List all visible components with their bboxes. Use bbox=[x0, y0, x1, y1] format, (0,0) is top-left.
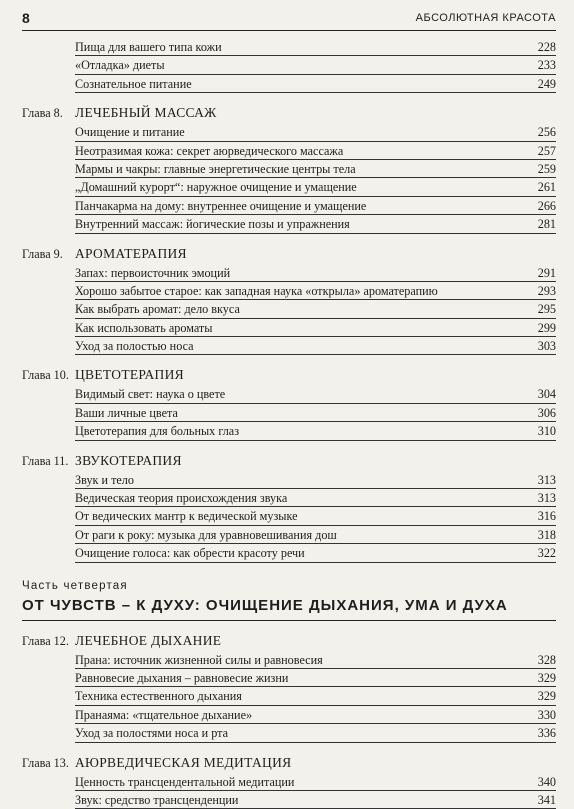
toc-entry bbox=[75, 197, 556, 215]
chapter-entries bbox=[22, 651, 556, 743]
chapter-label: Глава 13. bbox=[22, 755, 69, 770]
chapter-heading bbox=[22, 451, 556, 471]
entry-title: Пранаяма: «тщательное дыхание» bbox=[75, 707, 253, 722]
entry-page-number: 316 bbox=[537, 509, 556, 524]
toc-entry bbox=[75, 38, 556, 56]
entry-page-number: 303 bbox=[537, 339, 556, 354]
entry-title: Как использовать ароматы bbox=[75, 320, 213, 335]
part-title: ОТ ЧУВСТВ – К ДУХУ: ОЧИЩЕНИЕ ДЫХАНИЯ, УМА И ДУХА bbox=[22, 596, 508, 614]
entry-page-number: 330 bbox=[537, 707, 556, 722]
entry-title: Уход за полостями носа и рта bbox=[75, 726, 229, 741]
entry-title: Сознательное питание bbox=[75, 76, 192, 91]
toc-entry bbox=[75, 651, 556, 669]
chapters-after bbox=[22, 631, 556, 809]
toc-entry bbox=[75, 123, 556, 141]
chapter-title: АРОМАТЕРАПИЯ bbox=[75, 245, 187, 261]
entry-title: Очищение голоса: как обрести красоту речи bbox=[75, 546, 305, 561]
entry-page-number: 313 bbox=[537, 491, 556, 506]
entry-page-number: 299 bbox=[537, 320, 556, 335]
entry-page-number: 256 bbox=[537, 125, 556, 140]
part-rule bbox=[22, 620, 556, 621]
entry-title: Звук: средство трансценденции bbox=[75, 792, 239, 807]
toc-entry bbox=[75, 471, 556, 489]
entry-title: Хорошо забытое старое: как западная наука «открыла» ароматерапию bbox=[75, 283, 438, 298]
entry-page-number: 329 bbox=[537, 689, 556, 704]
entry-title: Пища для вашего типа кожи bbox=[75, 40, 222, 54]
entry-page-number: 257 bbox=[537, 143, 556, 158]
entry-title: Неотразимая кожа: секрет аюрведического массажа bbox=[75, 143, 344, 158]
entry-page-number: 341 bbox=[537, 792, 556, 807]
entry-title: Как выбрать аромат: дело вкуса bbox=[75, 302, 240, 317]
part-label: Часть четвертая bbox=[22, 579, 128, 592]
chapter-label: Глава 12. bbox=[22, 633, 69, 648]
table-of-contents bbox=[22, 38, 556, 809]
chapter-title: ЦВЕТОТЕРАПИЯ bbox=[75, 367, 184, 383]
entry-title: Цветотерапия для больных глаз bbox=[75, 424, 240, 439]
chapter-section bbox=[22, 244, 556, 356]
entry-page-number: 329 bbox=[537, 670, 556, 685]
chapter-section bbox=[22, 451, 556, 563]
toc-entry bbox=[75, 706, 556, 724]
chapter-title: ЛЕЧЕБНОЕ ДЫХАНИЕ bbox=[75, 632, 222, 648]
toc-entry bbox=[75, 791, 556, 809]
toc-entry bbox=[75, 264, 556, 282]
toc-entry bbox=[75, 544, 556, 562]
entry-page-number: 261 bbox=[537, 180, 556, 195]
entry-title: Ваши личные цвета bbox=[75, 405, 178, 420]
entry-underline bbox=[75, 742, 556, 743]
entry-underline bbox=[75, 233, 556, 234]
page-header bbox=[22, 10, 556, 28]
entry-page-number: 313 bbox=[537, 472, 556, 487]
entry-page-number: 291 bbox=[537, 265, 556, 280]
entry-title: «Отладка» диеты bbox=[75, 58, 165, 73]
chapter-title: ЗВУКОТЕРАПИЯ bbox=[75, 452, 182, 468]
entry-page-number: 293 bbox=[537, 283, 556, 298]
toc-entry bbox=[75, 687, 556, 705]
chapter-entries bbox=[22, 264, 556, 356]
chapter-section bbox=[22, 631, 556, 743]
chapter-heading bbox=[22, 244, 556, 264]
entry-title: От раги к року: музыка для уравновешивания дош bbox=[75, 527, 337, 542]
entry-page-number: 259 bbox=[537, 161, 556, 176]
entry-page-number: 340 bbox=[537, 774, 556, 789]
toc-entry bbox=[75, 385, 556, 403]
toc-entry bbox=[75, 404, 556, 422]
entry-title: Мармы и чакры: главные энергетические центры тела bbox=[75, 161, 356, 176]
toc-entry bbox=[75, 300, 556, 318]
chapter-label: Глава 8. bbox=[22, 106, 63, 121]
toc-entry bbox=[75, 215, 556, 233]
chapters-before bbox=[22, 103, 556, 562]
chapter-title: АЮРВЕДИЧЕСКАЯ МЕДИТАЦИЯ bbox=[75, 754, 292, 770]
entry-title: Равновесие дыхания – равновесие жизни bbox=[75, 670, 289, 685]
entry-page-number: 322 bbox=[537, 546, 556, 561]
toc-entry bbox=[75, 507, 556, 525]
entry-title: Ценность трансцендентальной медитации bbox=[75, 774, 295, 789]
chapter-heading bbox=[22, 753, 556, 773]
entry-page-number: 266 bbox=[537, 198, 556, 213]
entry-title: От ведических мантр к ведической музыке bbox=[75, 509, 298, 524]
toc-entry bbox=[75, 489, 556, 507]
part-heading bbox=[22, 579, 556, 621]
entry-page-number: 304 bbox=[537, 387, 556, 402]
chapter-entries bbox=[22, 123, 556, 233]
header-rule bbox=[22, 30, 556, 31]
chapter-section bbox=[22, 365, 556, 440]
entry-page-number: 328 bbox=[537, 652, 556, 667]
toc-entry bbox=[75, 56, 556, 74]
chapter-heading bbox=[22, 631, 556, 651]
entry-title: Техника естественного дыхания bbox=[75, 689, 242, 704]
chapter-label: Глава 9. bbox=[22, 246, 63, 261]
entry-title: „Домашний курорт“: наружное очищение и умащение bbox=[75, 180, 357, 195]
entry-page-number: 318 bbox=[537, 527, 556, 542]
entry-page-number: 233 bbox=[537, 58, 556, 73]
toc-entry bbox=[75, 337, 556, 355]
entry-title: Прана: источник жизненной силы и равновесия bbox=[75, 652, 323, 667]
toc-entry bbox=[75, 319, 556, 337]
entry-page-number: 306 bbox=[537, 405, 556, 420]
entry-underline bbox=[75, 92, 556, 93]
chapter-label: Глава 11. bbox=[22, 453, 69, 468]
entry-title: Очищение и питание bbox=[75, 125, 185, 140]
entry-underline bbox=[75, 440, 556, 441]
entry-page-number: 249 bbox=[537, 76, 556, 91]
entry-title: Видимый свет: наука о цвете bbox=[75, 387, 226, 402]
chapter-entries bbox=[22, 385, 556, 440]
entry-title: Уход за полостью носа bbox=[75, 339, 194, 354]
entry-title: Звук и тело bbox=[75, 472, 134, 487]
entry-underline bbox=[75, 562, 556, 563]
entry-title: Внутренний массаж: йогические позы и упражнения bbox=[75, 217, 350, 232]
page-number: 8 bbox=[22, 10, 30, 26]
entry-page-number: 228 bbox=[537, 40, 556, 54]
toc-entry bbox=[75, 422, 556, 440]
chapter-title: ЛЕЧЕБНЫЙ МАССАЖ bbox=[75, 105, 217, 121]
chapter-label: Глава 10. bbox=[22, 368, 69, 383]
toc-entry bbox=[75, 160, 556, 178]
toc-entry bbox=[75, 773, 556, 791]
entry-title: Панчакарма на дому: внутреннее очищение и умащение bbox=[75, 198, 367, 213]
chapter-entries bbox=[22, 471, 556, 563]
entry-page-number: 295 bbox=[537, 302, 556, 317]
entry-title: Запах: первоисточник эмоций bbox=[75, 265, 231, 280]
toc-entry bbox=[75, 178, 556, 196]
toc-entry bbox=[75, 724, 556, 742]
toc-entry bbox=[75, 669, 556, 687]
entry-page-number: 336 bbox=[537, 726, 556, 741]
toc-entry bbox=[75, 142, 556, 160]
chapter-entries bbox=[22, 773, 556, 809]
entry-page-number: 310 bbox=[537, 424, 556, 439]
toc-entry bbox=[75, 282, 556, 300]
chapter-section bbox=[22, 103, 556, 233]
chapter-heading bbox=[22, 365, 556, 385]
chapter-section bbox=[22, 753, 556, 809]
entry-title: Ведическая теория происхождения звука bbox=[75, 491, 288, 506]
toc-entry bbox=[75, 75, 556, 93]
toc-entry bbox=[75, 526, 556, 544]
lead-entries bbox=[22, 38, 556, 93]
entry-underline bbox=[75, 354, 556, 355]
entry-page-number: 281 bbox=[537, 217, 556, 232]
running-title: АБСОЛЮТНАЯ КРАСОТА bbox=[415, 12, 556, 24]
chapter-heading bbox=[22, 103, 556, 123]
